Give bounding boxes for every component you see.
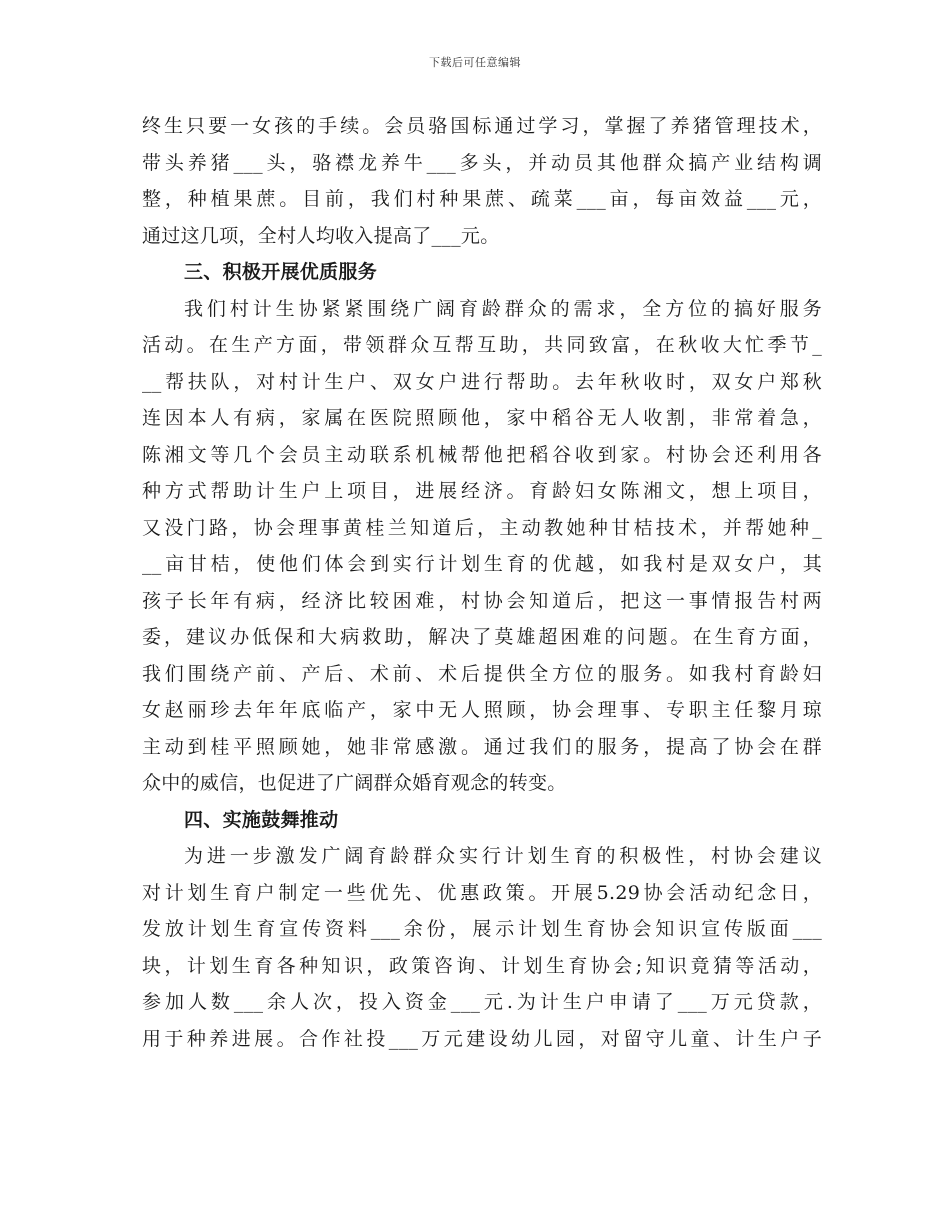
paragraph-line: 种方式帮助计生户上项目，进展经济。育龄妇女陈湘文，想上项目，: [142, 480, 822, 502]
paragraph-line: 我们村计生协紧紧围绕广阔育龄群众的需求，全方位的搞好服务: [184, 297, 822, 320]
paragraph-line: 我们围绕产前、产后、术前、术后提供全方位的服务。如我村育龄妇: [142, 662, 822, 685]
paragraph-line: 又没门路，协会理事黄桂兰知道后，主动教她种甘桔技术，并帮她种_: [142, 516, 822, 539]
paragraph-line: 活动。在生产方面，带领群众互帮互助，共同致富，在秋收大忙季节_: [142, 334, 822, 356]
paragraph-line: 带头养猪___头，骆襟龙养牛___多头，并动员其他群众搞产业结构调: [142, 151, 822, 174]
paragraph-line: 孩子长年有病，经济比较困难，村协会知道后，把这一事情报告村两: [142, 589, 822, 612]
paragraph-line: 参加人数___余人次，投入资金___元.为计生户申请了___万元贷款，: [142, 991, 822, 1013]
paragraph-line: 通过这几项，全村人均收入提高了___元。: [142, 224, 500, 247]
paragraph-line: 为进一步激发广阔育龄群众实行计划生育的积极性，村协会建议: [184, 845, 822, 867]
document-body: [142, 108, 822, 1057]
paragraph-line: 整，种植果蔗。目前，我们村种果蔗、疏菜___亩，每亩效益___元，: [142, 188, 822, 210]
paragraph-line: 发放计划生育宣传资料___余份，展示计划生育协会知识宣传版面___: [142, 918, 822, 940]
section-heading: 三、积极开展优质服务: [184, 261, 378, 283]
paragraph-line: 陈湘文等几个会员主动联系机械帮他把稻谷收到家。村协会还利用各: [142, 443, 822, 466]
paragraph-line: 主动到桂平照顾她，她非常感激。通过我们的服务，提高了协会在群: [142, 735, 822, 758]
paragraph-line: 连因本人有病，家属在医院照顾他，家中稻谷无人收割，非常着急，: [142, 407, 822, 429]
paragraph-line: 众中的威信，也促进了广阔群众婚育观念的转变。: [142, 772, 567, 794]
paragraph-line: 用于种养进展。合作社投___万元建设幼儿园，对留守儿童、计生户子: [142, 1027, 822, 1050]
paragraph-line: __亩甘桔，使他们体会到实行计划生育的优越，如我村是双女户，其: [142, 553, 822, 575]
paragraph-line: 对计划生育户制定一些优先、优惠政策。开展5.29协会活动纪念日，: [142, 881, 822, 904]
paragraph-line: 终生只要一女孩的手续。会员骆国标通过学习，掌握了养猪管理技术，: [142, 115, 822, 137]
paragraph-line: 块，计划生育各种知识，政策咨询、计划生育协会;知识竟猜等活动，: [142, 954, 822, 977]
paragraph-line: 女赵丽珍去年年底临产，家中无人照顾，协会理事、专职主任黎月琼: [142, 699, 822, 721]
paragraph-line: 委，建议办低保和大病救助，解决了莫雄超困难的问题。在生育方面，: [142, 626, 822, 648]
paragraph-line: __帮扶队，对村计生户、双女户进行帮助。去年秋收时，双女户郑秋: [142, 370, 822, 393]
section-heading: 四、实施鼓舞推动: [184, 808, 339, 831]
page-header: 下载后可任意编辑: [429, 56, 521, 69]
